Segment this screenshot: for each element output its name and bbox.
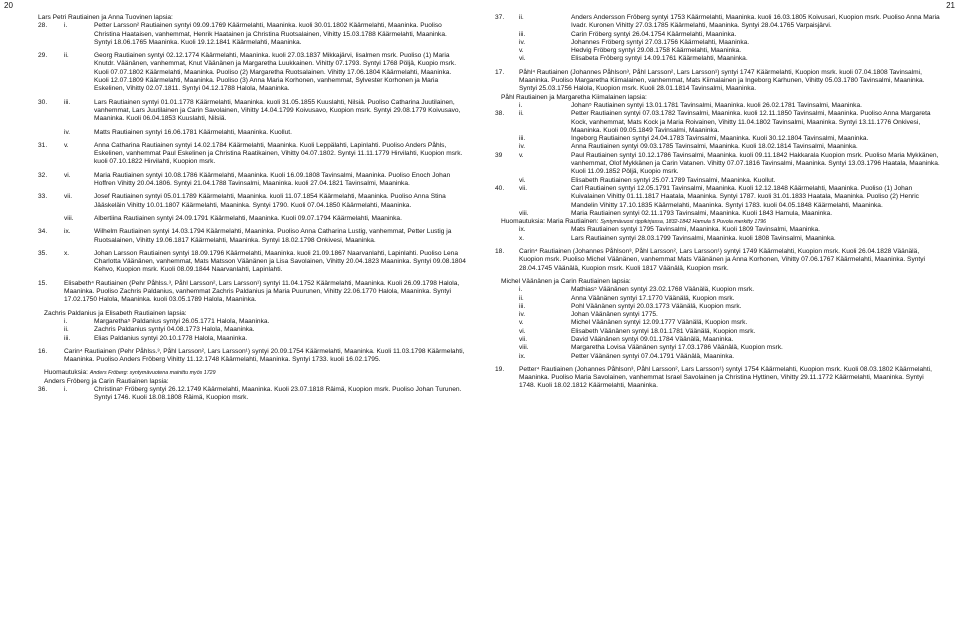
entry-30 xyxy=(38,99,466,124)
child-ordinal: ix. xyxy=(519,226,526,234)
child-ordinal: vii. xyxy=(64,193,73,201)
entry-number: 34. xyxy=(38,228,48,236)
family-intro: Lars Petri Rautiainen ja Anna Tuovinen lapsia: xyxy=(38,14,173,21)
remarks-text: Anders Fröberg: syntymävuotena mainittu myös 1729 xyxy=(89,370,216,377)
entry-text: Petter Larsson² Rautiainen syntyi 09.09.1769 Käärmelahti, Maaninka. kuoli 30.01.1802 Käärmelahti, Maaninka. Puoliso Christina Haataisen, vanhemmat, Henrik Haatainen ja Christina Ruotsalainen, Vihitty 15.03.1788 Käärmelahti, Maaninka. Syntyi 18.06.1765 Maaninka. Kuoli 19.12.1841 Käärmelahti, Maaninka. xyxy=(94,22,447,46)
entry-number: 15. xyxy=(38,279,48,287)
entry-text: Margaretha Lovisa Väänänen syntyi 17.03.1786 Väänälä, Kuopion msrk. xyxy=(571,344,783,352)
entry-number: 33. xyxy=(38,193,48,201)
child-ordinal: i. xyxy=(64,385,68,393)
entry-text: Petter Rautiainen syntyi 07.03.1782 Tavinsalmi, Maaninka. kuoli 12.11.1850 Tavinsalmi, Maaninka. Puoliso Anna Margareta Kock, vanhemmat, Mats Kock ja Maria Roivainen, Vihitty 11.04.1802 Tavinsalmi, Maaninka. Syntyi 13.11.1776 Onkivesi, Maaninka. Kuoli 09.05.1849 Tavinsalmi, Maaninka. xyxy=(571,110,931,134)
entry-16 xyxy=(38,348,466,365)
child-iii xyxy=(495,135,942,143)
entry-number: 17. xyxy=(495,68,505,76)
entry-text: Albertiina Rautiainen syntyi 24.09.1791 Käärmelahti, Maaninka. Kuoli 09.07.1794 Käärmelahti, Maaninka. xyxy=(94,214,402,222)
entry-text: Josef Rautiainen syntyi 05.01.1789 Käärmelahti, Maaninka. kuoli 11.07.1854 Käärmelahti, Maaninka. Puoliso Anna Stina Jääskeläin Vihitty 10.01.1807 Käärmelahti, Maaninka. Syntyi 1790. Kuoli 07.04.1850 Käärmelahti, Maaninka. xyxy=(94,193,446,209)
entry-text: Hedvig Fröberg syntyi 29.08.1758 Käärmelahti, Maaninka. xyxy=(571,47,742,55)
entry-text: Mats Rautiainen syntyi 1795 Tavinsalmi, Maaninka. Kuoli 1809 Tavinsalmi, Maaninka. xyxy=(571,226,820,234)
entry-text: David Väänänen syntyi 09.01.1784 Väänälä, Maaninka. xyxy=(571,335,734,343)
child-ordinal: x. xyxy=(64,249,70,257)
entry-text: Anna Väänänen syntyi 17.1770 Väänälä, Kuopion msrk. xyxy=(571,294,735,302)
page-number-left: 20 xyxy=(4,1,13,10)
entry-text: Mathias⁵ Väänänen syntyi 23.02.1768 Väänälä, Kuopion msrk. xyxy=(571,286,755,294)
child-ordinal: ix. xyxy=(519,352,526,360)
child-ordinal: vii. xyxy=(519,184,528,192)
entry-number: 32. xyxy=(38,171,48,179)
entry-text: Maria Rautiainen syntyi 02.11.1793 Tavinsalmi, Maaninka. Kuoli 1843 Hamula, Maaninka. xyxy=(571,209,833,217)
child-ix xyxy=(495,353,942,361)
page-number-right: 21 xyxy=(946,1,955,10)
entry-text: Matts Rautiainen syntyi 16.06.1781 Käärmelahti, Maaninka. Kuollut. xyxy=(94,128,292,136)
child-ordinal: iii. xyxy=(519,135,526,143)
child-ordinal: v. xyxy=(519,319,524,327)
entry-text: Anders Andersson Fröberg syntyi 1753 Käärmelahti, Maaninka. kuoli 16.03.1805 Koivusari, Kuopion msrk. Puoliso Anna Maria Ivadr. Kuronen Vihitty 27.03.1785 Käärmelahti, Maaninka. Syntyi 28.04.1765 Varpaisjärvi. xyxy=(571,14,940,30)
entry-text: Elisabeth⁴ Rautiainen (Pehr Påhlss.³, Påhl Larsson², Lars Larsson¹) syntyi 11.04.1752 Käärmelahti, Maaninka. Kuoli 26.09.1798 Halola, Maaninka. Puoliso Zachris Paldanius, vanhemmat Zachris Paldanius ja Maria Puurunen, Vihitty 22.06.1770 Halola, Maaninka. Syntyi 17.02.1750 Halola, Maaninka. kuoli 03.05.1789 Halola, Maaninka. xyxy=(64,279,460,304)
entry-number: 30. xyxy=(38,98,48,106)
entry-text: Johan Väänänen syntyi 1775. xyxy=(571,311,658,319)
child-ordinal: v. xyxy=(64,141,69,149)
entry-text: Zachris Paldanius syntyi 04.08.1773 Halola, Maaninka. xyxy=(94,326,255,334)
entry-text: Lars Rautiainen syntyi 01.01.1778 Käärmelahti, Maaninka. kuoli 31.05.1855 Kuuslahti, Nilsiä. Puoliso Catharina Juutilainen, vanhemmat, Lars Juutilainen ja Carin Savolainen, Vihitty 14.04.1799 Koivusavo, Kuopion msrk. Syntyi 29.08.1779 Koivusavo, Maaninka. Kuoli 06.04.1853 Kuuslahti, Nilsiä. xyxy=(94,98,461,123)
child-ordinal: iv. xyxy=(519,38,526,46)
entry-text: Petter⁴ Rautiainen (Johannes Påhlson³, Påhl Larsson², Lars Larsson¹) syntyi 1754 Käärmelahti, Kuopion msrk. Kuoli 08.03.1802 Käärmelahti, Maaninka. Puoliso Maria Savolainen, vanhemmat Israel Savolainen ja Christina Hyttinen, Vihitty 29.11.1772 Käärmelahti, Maaninka. Syntyi 1748. Kuoli 18.02.1812 Käärmelahti, Maaninka. xyxy=(519,365,932,390)
entry-17 xyxy=(495,69,942,94)
remarks xyxy=(495,218,942,226)
children-intro: Påhl Rautiainen ja Margaretha Kiimalainen lapsia: xyxy=(501,93,647,101)
child-v xyxy=(495,319,942,327)
entry-37 xyxy=(495,14,942,31)
entry-text: Elisabeta Fröberg syntyi 14.09.1761 Käärmelahti, Maaninka. xyxy=(571,55,748,63)
entry-19 xyxy=(495,366,942,391)
child-ordinal: vii. xyxy=(519,335,528,343)
entry-34 xyxy=(38,228,466,245)
remarks-text: Maria Rautiainen: xyxy=(546,218,599,226)
child-ordinal: vi. xyxy=(519,176,526,184)
entry-number: 18. xyxy=(495,248,505,256)
child-ordinal: iv. xyxy=(64,128,71,136)
child-ordinal: vi. xyxy=(64,171,71,179)
entry-text: Carin⁴ Rautiainen (Pehr Påhlss.³, Påhl Larsson², Lars Larsson¹) syntyi 20.09.1754 Käärmelahti, Maaninka. Kuoli 11.03.1798 Käärmelahti, Maaninka. Puoliso Anders Fröberg Vihitty 11.12.1748 Käärmelahti, Maaninka. Syntyi 1733. kuoli 16.02.1795. xyxy=(64,347,465,364)
children-intro: Michel Väänänen ja Carin Rautiainen lapsia: xyxy=(501,277,631,285)
entry-15 xyxy=(38,280,466,305)
child-iii xyxy=(495,303,942,311)
remarks xyxy=(38,369,466,377)
remarks-note: Syntymävuosi rippikirjassa, 1832-1842 Hamula 5 Puvola merkitty 1796 xyxy=(600,219,767,226)
child-iv xyxy=(495,311,942,319)
child-ordinal: iii. xyxy=(519,30,526,38)
left-column xyxy=(38,14,466,403)
entry-text: Johan⁵ Rautiainen syntyi 13.01.1781 Tavinsalmi, Maaninka. kuoli 26.02.1781 Tavinsalmi, Maaninka. xyxy=(571,101,862,109)
entry-number: 31. xyxy=(38,141,48,149)
child-ordinal: ii. xyxy=(519,14,524,21)
child-vi xyxy=(495,177,942,185)
entry-text: Wilhelm Rautiainen syntyi 14.03.1794 Käärmelahti, Maaninka. Puoliso Anna Catharina Lustig, vanhemmat, Petter Lustig ja Ruotsalainen, Vihitty 19.06.1817 Käärmelahti, Maaninka. Syntyi 18.02.1798 Onkivesi, Maaninka. xyxy=(94,228,452,244)
child-ii xyxy=(495,295,942,303)
right-column xyxy=(495,14,942,391)
child-ordinal: iii. xyxy=(519,302,526,310)
entry-text: Johannes Fröberg syntyi 27.03.1756 Käärmelahti, Maaninka. xyxy=(571,38,750,46)
children-intro: Anders Fröberg ja Carin Rautiainen lapsia: xyxy=(44,377,169,385)
entry-text: Michel Väänänen syntyi 12.09.1777 Väänälä, Kuopion msrk. xyxy=(571,319,748,327)
entry-text: Carin⁴ Rautiainen (Johannes Påhlson³, Påhl Larsson², Lars Larsson¹) syntyi 1749 Käärmelahti, Kuopion msrk. Kuoli 26.04.1828 Väänälä, Kuopion msrk. Puoliso Michel Väänänen, vanhemmat Mats Väänänen ja Anna Korhonen, Vihitty 07.06.1767 Käärmelahti, Maaninka. Syntyi 28.04.1745 Väänälä, Kuopion msrk. Kuoli 1817 Väänälä, Kuopion msrk. xyxy=(519,248,926,272)
entry-number: 38. xyxy=(495,110,505,118)
entry-38 xyxy=(495,110,942,135)
entry-text: Påhl⁴ Rautiainen (Johannes Påhlson³, Påhl Larsson², Lars Larsson¹) syntyi 1747 Käärmelahti, Kuopion msrk. kuoli 07.04.1808 Tavinsalmi, Maaninka. Puoliso Margaretha Kiimalainen, vanhemmat, Mats Kiimalainen ja Ingeborg Karhunen, Vihitty 05.03.1780 Tavinsalmi, Maaninka. Syntyi 25.03.1756 Halola, Kuopion msrk. Kuoli 28.01.1814 Tavinsalmi, Maaninka. xyxy=(519,68,925,93)
entry-text: Elisabeth Rautiainen syntyi 25.07.1789 Tavinsalmi, Maaninka. Kuollut. xyxy=(571,176,776,184)
child-ii xyxy=(38,326,466,334)
entry-36 xyxy=(38,386,466,403)
entry-number: 40. xyxy=(495,184,505,192)
entry-text: Anna Rautiainen syntyi 09.03.1785 Tavinsalmi, Maaninka. Kuoli 18.02.1814 Tavinsalmi, Maaninka. xyxy=(571,143,858,151)
entry-text: Lars Rautiainen syntyi 28.03.1799 Tavinsalmi, Maaninka. kuoli 1808 Tavinsalmi, Maaninka. xyxy=(571,234,836,242)
child-ordinal: vi. xyxy=(519,55,526,63)
child-ordinal: iv. xyxy=(519,143,526,151)
entry-text: Margaretha⁵ Paldanius syntyi 26.05.1771 Halola, Maaninka. xyxy=(94,317,270,325)
child-vii xyxy=(495,336,942,344)
remarks-label: Huomautuksia: xyxy=(501,218,545,226)
entry-33 xyxy=(38,193,466,210)
entry-viii xyxy=(38,215,466,223)
entry-text: Carl Rautiainen syntyi 12.05.1791 Tavinsalmi, Maaninka. Kuoli 12.12.1848 Käärmelahti, Maaninka. Puoliso (1) Johan Kuivalainen Vihitty 01.11.1817 Haatala, Maaninka. Syntyi 1787. kuoli 31.01.1833 Haatala, Maaninka. Puoliso (2) Henric Mandelin Vihitty 17.10.1835 Käärmelahti, Maaninka. Syntyi 1783. kuoli 04.05.1848 Käärmelahti, Maaninka. xyxy=(571,184,919,209)
entry-35 xyxy=(38,250,466,275)
entry-number: 28. xyxy=(38,22,48,30)
entry-text: Elias Paldanius syntyi 20.10.1778 Halola, Maaninka. xyxy=(94,334,248,342)
entry-number: 37. xyxy=(495,14,505,21)
children-intro: Zachris Paldanius ja Elisabeth Rautiainen lapsia: xyxy=(44,309,187,317)
child-ix xyxy=(495,226,942,234)
entry-29 xyxy=(38,52,466,93)
entry-number: 35. xyxy=(38,249,48,257)
child-viii xyxy=(495,210,942,218)
child-viii xyxy=(495,344,942,352)
entry-text: Ingeborg Rautiainen syntyi 24.04.1783 Tavinsalmi, Maaninka. Kuoli 30.12.1804 Tavinsalmi, Maaninka. xyxy=(571,135,869,143)
child-ordinal: ii. xyxy=(519,294,524,302)
entry-31 xyxy=(38,142,466,167)
entry-text: Pohl Väänänen syntyi 20.03.1773 Väänälä, Kuopion msrk. xyxy=(571,302,742,310)
entry-text: Christina⁵ Fröberg syntyi 26.12.1749 Käärmelahti, Maaninka. Kuoli 23.07.1818 Räimä, Kuopion msrk. Puoliso Johan Turunen. Syntyi 1746. Kuoli 18.08.1808 Räimä, Kuopion msrk. xyxy=(94,385,462,402)
child-ordinal: iv. xyxy=(519,311,526,319)
entry-18 xyxy=(495,248,942,273)
entry-text: Elisabeth Väänänen syntyi 18.01.1781 Väänälä, Kuopion msrk. xyxy=(571,327,756,335)
child-iii xyxy=(38,335,466,343)
child-ordinal: ix. xyxy=(64,228,71,236)
entry-text: Carin Fröberg syntyi 26.04.1754 Käärmelahti, Maaninka. xyxy=(571,30,737,38)
child-ordinal: viii. xyxy=(64,214,74,222)
child-iii xyxy=(495,31,942,39)
entry-text: Petter Väänänen syntyi 07.04.1791 Väänälä, Maaninka. xyxy=(571,352,735,360)
entry-number: 36. xyxy=(38,385,48,393)
child-i xyxy=(38,318,466,326)
child-i xyxy=(495,286,942,294)
child-ordinal: x. xyxy=(519,234,525,242)
entry-text: Johan Larsson Rautiainen syntyi 18.09.1796 Käärmelahti, Maaninka. kuoli 21.09.1867 Naarvanlahti, Lapinlahti. Puoliso Lena Charlotta Väänänen, vanhemmat, Mats Matsson Väänänen ja Lisa Savolainen, Vihitty 20.04.1823 Maaninka. Syntyi 09.08.1804 Kehvo, Kuopion msrk. Kuoli 08.09.1844 Naarvanlahti, Lapinlahti. xyxy=(94,249,466,274)
child-ordinal: iii. xyxy=(64,98,71,106)
child-ordinal: ii. xyxy=(64,326,69,334)
child-v xyxy=(495,47,942,55)
child-ordinal: iii. xyxy=(64,334,71,342)
child-ordinal: v. xyxy=(519,151,524,159)
entry-text: Anna Catharina Rautiainen syntyi 14.02.1784 Käärmelahti, Maaninka. Kuoli Leppälahti, Lapinlahti. Puoliso Anders Påhls, Eskelinen, vanhemmat Paul Eskelinen ja Christina Raatikainen, Vihitty 04.07.1802. Syntyi 11.11.1779 Hirvilahti, Kuopion msrk. kuoli 07.10.1822 Hirvilahti, Kuopion msrk. xyxy=(94,141,463,166)
entry-text: Georg Rautiainen syntyi 02.12.1774 Käärmelahti, Maaninka. kuoli 27.03.1837 Mikkajärvi, Iisalmen msrk. Puoliso (1) Maria Knutdr. Väänänen, vanhemmat, Knut Väänänen ja Margaretha Luukkainen. Vihitty 07.1793. Syntyi 1768 Pöljä, Kuopio msrk. Kuoli 07.07.1802 Käärmelahti, Maaninka. Puoliso (2) Margaretha Ruotsalainen. Vihitty 17.06.1804 Käärmelahti, Maaninka. Kuoli 12.07.1809 Käärmelahti, Maaninka. Puoliso (3) Anna Maria Korhonen, vanhemmat, Sylvester Korhonen ja Maria Eskelinen, Vihitty 02.07.1811. Syntyi 04.12.1788 Halola, Maaninka. xyxy=(94,52,457,93)
entry-iv xyxy=(38,129,466,137)
entry-39 xyxy=(495,152,942,177)
child-ordinal: i. xyxy=(64,317,68,325)
child-vi xyxy=(495,55,942,63)
entry-32 xyxy=(38,172,466,189)
child-ordinal: viii. xyxy=(519,209,529,217)
child-iv xyxy=(495,39,942,47)
child-vi xyxy=(495,328,942,336)
remarks-label: Huomautuksia: xyxy=(44,369,88,377)
child-ordinal: i. xyxy=(519,101,523,109)
child-x xyxy=(495,235,942,243)
entry-40 xyxy=(495,185,942,210)
child-ordinal: v. xyxy=(519,47,524,55)
entry-number: 29. xyxy=(38,52,48,60)
child-ordinal: i. xyxy=(519,286,523,294)
entry-28 xyxy=(38,22,466,47)
entry-text: Paul Rautiainen syntyi 10.12.1786 Tavinsalmi, Maaninka. kuoli 09.11.1842 Hakkarala Kuopion msrk. Puoliso Maria Mykkänen, vanhemmat, Olof Mykkänen ja Carin Vatanen. Vihitty 07.07.1816 Tavinsalmi, Maaninka. Syntyi 13.03.1796 Haatala, Maaninka. Kuoli 11.09.1852 Pöljä, Kuopio msrk. xyxy=(571,151,940,176)
child-ordinal: i. xyxy=(64,22,68,30)
child-i xyxy=(495,102,942,110)
child-ordinal: vi. xyxy=(519,327,526,335)
child-ordinal: ii. xyxy=(519,110,524,118)
entry-number: 39 xyxy=(495,151,503,159)
entry-text: Maria Rautiainen syntyi 10.08.1786 Käärmelahti, Maaninka. Kuoli 16.09.1808 Tavinsalmi, Maaninka. Puoliso Enoch Johan Hoffren Vihitty 20.04.1806. Syntyi 21.04.1788 Tavinsalmi, Maaninka. kuoli 27.04.1821 Tavinsalmi, Maaninka. xyxy=(94,171,451,188)
child-ordinal: viii. xyxy=(519,344,529,352)
entry-number: 19. xyxy=(495,365,505,373)
child-iv xyxy=(495,143,942,151)
entry-number: 16. xyxy=(38,347,48,355)
child-ordinal: ii. xyxy=(64,52,69,60)
